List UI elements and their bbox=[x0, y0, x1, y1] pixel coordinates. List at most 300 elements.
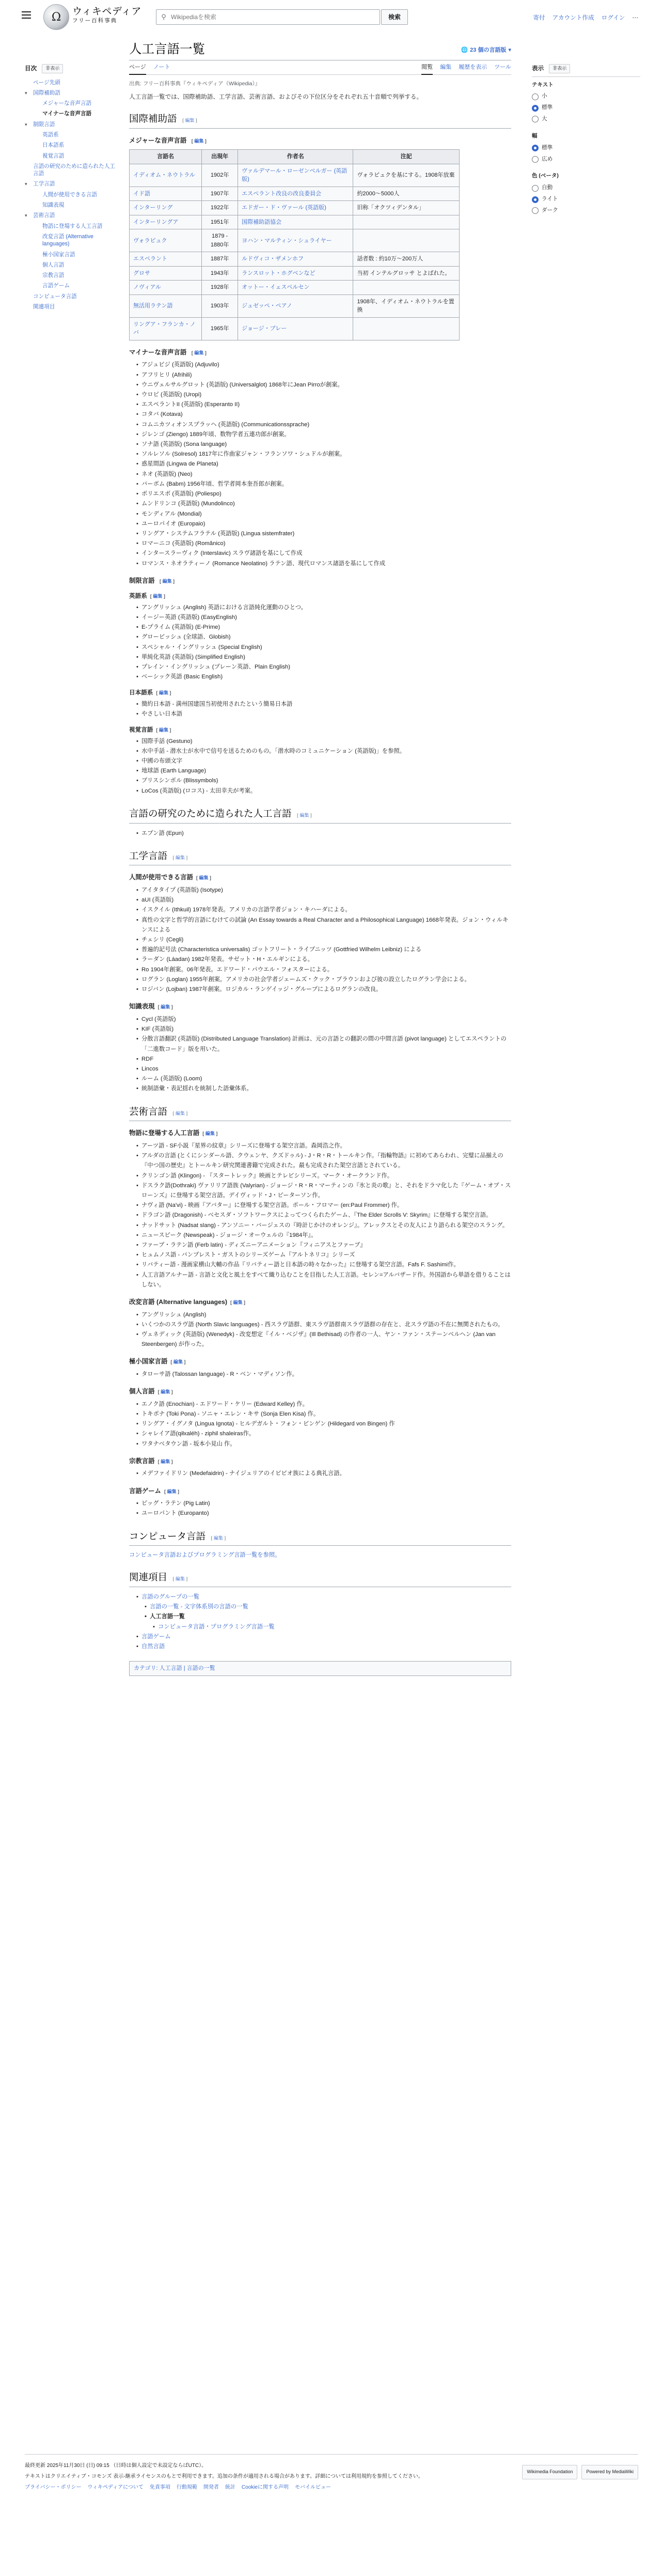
list-item[interactable]: • ソナ語 (英語版) (Sona language) bbox=[136, 440, 511, 449]
list-item[interactable]: • モンディアル (Mondial) bbox=[136, 509, 511, 519]
chevron-down-icon[interactable]: ▾ bbox=[25, 121, 27, 127]
toc-item-label: 極小国家言語 bbox=[42, 251, 75, 258]
toc-spacer bbox=[25, 163, 33, 178]
table-cell[interactable]: インターリングア bbox=[130, 215, 202, 229]
list-item[interactable]: • ドラゴン語 (Dragonish) - ベセスダ・ソフトワークスによってつくられたゲーム、『The Elder Scrolls V: Skyrim』に登場する架空言語。 bbox=[136, 1211, 511, 1220]
toc-item[interactable] bbox=[25, 161, 118, 179]
list-item[interactable]: • ルーム (英語版) (Loom) bbox=[136, 1074, 511, 1084]
list-item[interactable]: • アジュビジ (英語版) (Adjuvilo) bbox=[136, 360, 511, 370]
toc-item-label: 知識表現 bbox=[42, 202, 65, 209]
toc-spacer bbox=[25, 293, 33, 300]
edit-section-link[interactable]: [ 編集 ] bbox=[297, 812, 312, 818]
list-item[interactable]: • アルダの言語 (とくにシンダール語、クウェンヤ、クズドゥル) - J・R・R・トールキン作。『指輪物語』に初めてあらわれ、完璧に品揃えの『中つ国の歴史』とトールキン研究関連書籍で完成された。最も完成された架空言語とされている。 bbox=[136, 1151, 511, 1171]
toc-header bbox=[25, 64, 118, 73]
list-item[interactable]: • 中國の布頭文字 bbox=[136, 756, 511, 766]
table-cell[interactable]: ランスロット・ホグベンなど bbox=[238, 266, 353, 281]
tab-talk[interactable]: ノート bbox=[153, 64, 170, 71]
list-item[interactable]: • トキポナ (Toki Pona) - ソニャ・エレン・キサ (Sonja Elen Kisa) 作。 bbox=[136, 1409, 511, 1419]
toc-item[interactable] bbox=[25, 250, 118, 260]
list-item[interactable]: • アイタタイプ (英語版) (Isotype) bbox=[136, 886, 511, 895]
subsection-heading: 宗教言語 [ 編集 ] bbox=[129, 1457, 173, 1465]
toc-item-label: 改変言語 (Alternative languages) bbox=[42, 233, 93, 247]
table-cell[interactable]: グロサ bbox=[130, 266, 202, 281]
radio-icon[interactable] bbox=[532, 145, 539, 151]
table-row bbox=[130, 215, 460, 229]
table-row bbox=[130, 252, 460, 267]
list-item[interactable]: • ヴェネディック (英語版) (Wenedyk) - 改変想定『イル・ベジザ』(Ill Bethisad) の作者の一人、ヤン・ファン・ステーンベルヘン (Jan van Steenbergen) が作った。 bbox=[136, 1330, 511, 1349]
table-cell[interactable]: ジョージ・ブレー bbox=[238, 317, 353, 340]
radio-icon[interactable] bbox=[532, 105, 539, 112]
user-links bbox=[533, 13, 638, 22]
list-item[interactable]: • LoCos (英語版) (ロコス) - 太田幸夫が考案。 bbox=[136, 786, 511, 796]
related-item[interactable]: • 言語ゲーム bbox=[136, 1632, 511, 1642]
list-item[interactable]: • コタバ (Kotava) bbox=[136, 410, 511, 420]
radio-icon[interactable] bbox=[532, 156, 539, 163]
toc-item[interactable] bbox=[25, 302, 118, 312]
table-cell[interactable]: ヴァルデマール・ローゼンベルガー (英語版) bbox=[238, 164, 353, 187]
list-item[interactable]: • ファーブ・ラテン語 (Ferb latin) - ディズニーアニメーション『フィニアスとファーブ』 bbox=[136, 1240, 511, 1250]
wordmark[interactable] bbox=[72, 6, 141, 25]
toc-spacer bbox=[25, 303, 33, 311]
table-header: 注記 bbox=[353, 150, 460, 164]
list-item[interactable]: • ネオ (英語版) (Neo) bbox=[136, 470, 511, 479]
list-item[interactable]: • バーボム (Babm) 1956年頃、哲学者岡本奎吾郎が創案。 bbox=[136, 479, 511, 489]
list-item[interactable]: • グロービッシュ (全球語、Globish) bbox=[136, 632, 511, 642]
list-item[interactable]: • クリンゴン語 (Klingon) - 『スタートレック』映画とテレビシリーズ。マーク・オークランド作。 bbox=[136, 1171, 511, 1181]
toc-item[interactable] bbox=[25, 108, 118, 119]
radio-option[interactable] bbox=[532, 194, 640, 205]
toc-item-label: 物語に登場する人工言語 bbox=[42, 223, 103, 229]
list-item[interactable]: • ロマーニコ (英語版) (Românico) bbox=[136, 539, 511, 549]
page-tabs bbox=[129, 61, 511, 75]
table-cell[interactable]: ルドヴィコ・ザメンホフ bbox=[238, 252, 353, 267]
toc-item[interactable] bbox=[25, 270, 118, 281]
chevron-down-icon[interactable]: ▾ bbox=[25, 181, 27, 187]
human-list bbox=[136, 886, 511, 995]
table-cell[interactable]: ジュゼッペ・ペアノ bbox=[238, 294, 353, 317]
appearance-panel bbox=[532, 64, 640, 224]
login-link[interactable]: ログイン bbox=[601, 14, 625, 21]
list-item[interactable]: • インタースラーヴィク (Interslavic) スラヴ諸語を基にして作成 bbox=[136, 549, 511, 558]
list-item[interactable]: • チェシリ (Cegli) bbox=[136, 935, 511, 945]
list-item[interactable]: • ユーロパイオ (Europaio) bbox=[136, 519, 511, 529]
edit-section-link[interactable]: [ 編集 ] bbox=[172, 1576, 188, 1582]
mediawiki-badge[interactable]: Powered by MediaWiki bbox=[581, 2465, 638, 2479]
table-cell[interactable]: ヨハン・マルティン・シュライヤー bbox=[238, 229, 353, 252]
table-cell: 約2000〜5000人 bbox=[353, 187, 460, 201]
table-cell: 1902年 bbox=[202, 164, 238, 187]
edit-section-link[interactable]: [ 編集 ] bbox=[196, 875, 211, 881]
list-item[interactable]: • 統制語彙・表記揺れを統制した語彙体系。 bbox=[136, 1084, 511, 1094]
table-cell: 1903年 bbox=[202, 294, 238, 317]
toc-list bbox=[25, 77, 118, 313]
table-row bbox=[130, 281, 460, 295]
radio-icon[interactable] bbox=[532, 207, 539, 214]
footer-link[interactable]: Cookieに関する声明 bbox=[241, 2485, 289, 2490]
subsection-heading: 人間が使用できる言語 [ 編集 ] bbox=[129, 874, 211, 881]
section-heading: 工学言語 [ 編集 ] bbox=[129, 850, 511, 866]
footer-link[interactable]: 免責事項 bbox=[149, 2485, 170, 2490]
table-row bbox=[130, 201, 460, 215]
table-header: 言語名 bbox=[130, 150, 202, 164]
list-item[interactable]: • 普遍的記号法 (Characteristica universalis) ゴットフリート・ライプニッツ (Gottfried Wilhelm Leibniz) による bbox=[136, 945, 511, 955]
radio-label: 自動 bbox=[542, 184, 553, 191]
list-item[interactable]: • スペシャル・イングリッシュ (Special English) bbox=[136, 643, 511, 653]
table-cell: 1907年 bbox=[202, 187, 238, 201]
toc-item-label: コンピュータ言語 bbox=[33, 293, 77, 300]
language-button[interactable] bbox=[461, 46, 511, 55]
list-item[interactable]: • 地球語 (Earth Language) bbox=[136, 766, 511, 776]
radio-label: ダーク bbox=[542, 207, 558, 213]
list-item[interactable]: • ウニヴェルサルグロット (英語版) (Universalglot) 1868年にJean Pirroが創案。 bbox=[136, 380, 511, 390]
list-item[interactable]: • タローサ語 (Talossan language) - R・ベン・マディソン作。 bbox=[136, 1370, 511, 1379]
radio-icon[interactable] bbox=[532, 116, 539, 122]
list-item[interactable]: • ウロピ (英語版) (Uropi) bbox=[136, 390, 511, 400]
radio-option[interactable] bbox=[532, 114, 640, 125]
table-header: 作者名 bbox=[238, 150, 353, 164]
toc-item[interactable] bbox=[25, 140, 118, 150]
edit-section-link[interactable]: [ 編集 ] bbox=[191, 350, 207, 355]
radio-icon[interactable] bbox=[532, 94, 539, 100]
category-box bbox=[129, 1661, 511, 1676]
list-item[interactable]: • アーツ語 - SF小説『星界の紋章』シリーズに登場する架空言語。森岡浩之作。 bbox=[136, 1141, 511, 1151]
list-item[interactable]: • 人工言語アルナー語 - 言語と文化と風土をすべて織り込むことを目指した人工言語。セレン=アルバザード作。外国語から単語を借りることはしない。 bbox=[136, 1270, 511, 1290]
toc-spacer bbox=[34, 131, 42, 138]
edit-section-link[interactable]: [ 編集 ] bbox=[156, 727, 171, 733]
subsection-heading: マイナーな音声言語 [ 編集 ] bbox=[129, 348, 207, 356]
subsection-heading: 改変言語 (Alternative languages) [ 編集 ] bbox=[129, 1298, 246, 1306]
appearance-hide-button[interactable]: 非表示 bbox=[549, 64, 570, 73]
sub-subsection-heading: 英語系 [ 編集 ] bbox=[129, 593, 165, 600]
alt-list bbox=[136, 1310, 511, 1350]
list-item[interactable]: • リングア・イグノタ (Lingua Ignota) - ヒルデガルト・フォン・ビンゲン (Hildegard von Bingen) 作 bbox=[136, 1419, 511, 1429]
list-item[interactable]: • ロジバン (Lojban) 1987年創案。ロジカル・ランゲイッジ・グループによるログランの改良。 bbox=[136, 985, 511, 995]
toc-spacer bbox=[34, 152, 42, 160]
list-item[interactable]: • イージー英語 (英語版) (EasyEnglish) bbox=[136, 613, 511, 623]
toc-spacer bbox=[34, 191, 42, 198]
list-item[interactable]: • ユーロパント (Europanto) bbox=[136, 1509, 511, 1518]
edit-section-link[interactable]: [ 編集 ] bbox=[164, 1488, 179, 1494]
table-cell: 1922年 bbox=[202, 201, 238, 215]
subsection-heading: メジャーな音声言語 [ 編集 ] bbox=[129, 136, 207, 144]
category-links[interactable]: カテゴリ: 人工言語 | 言語の一覧 bbox=[134, 1665, 215, 1672]
tab-tools[interactable]: ツール bbox=[494, 64, 511, 71]
toc-spacer bbox=[34, 282, 42, 289]
toc-hide-button[interactable]: 非表示 bbox=[42, 64, 63, 73]
edit-section-link[interactable]: [ 編集 ] bbox=[191, 138, 207, 144]
list-item[interactable]: • イスクイル (Ithkuil) 1978年発表。アメリカの言語学者ジョン・キハーダによる。 bbox=[136, 905, 511, 915]
search-icon: ⚲ bbox=[161, 13, 166, 21]
tab-read[interactable]: 閲覧 bbox=[421, 61, 433, 75]
footer-link[interactable]: 統計 bbox=[225, 2485, 235, 2490]
donate-link[interactable]: 寄付 bbox=[533, 14, 545, 21]
edit-section-link[interactable]: [ 編集 ] bbox=[156, 690, 171, 696]
radio-label: ライト bbox=[542, 196, 558, 203]
subsection-heading: 制限言語 [ 編集 ] bbox=[129, 577, 175, 584]
list-item[interactable]: • ムンドリンコ (英語版) (Mundolinco) bbox=[136, 499, 511, 509]
footer-link[interactable]: ウィキペディアについて bbox=[87, 2485, 144, 2490]
toc-item[interactable] bbox=[25, 200, 118, 210]
radio-label: 大 bbox=[542, 116, 547, 122]
wikimedia-badge[interactable]: Wikimedia Foundation bbox=[522, 2465, 577, 2479]
list-item[interactable]: • 簡約日本語 - 満州国建国当初使用されたという簡易日本語 bbox=[136, 700, 511, 709]
edit-section-link[interactable]: [ 編集 ] bbox=[172, 855, 188, 860]
width-group bbox=[532, 132, 640, 165]
toc-item[interactable] bbox=[25, 190, 118, 200]
list-item[interactable]: • ピッグ・ラテン (Pig Latin) bbox=[136, 1499, 511, 1509]
list-item[interactable]: • アングリッシュ (Anglish) 英語における言語純化運動のひとつ。 bbox=[136, 603, 511, 613]
toc-spacer bbox=[34, 251, 42, 258]
table-cell: 1965年 bbox=[202, 317, 238, 340]
list-item[interactable]: • ブリスシンボル (Blissymbols) bbox=[136, 776, 511, 786]
related-item[interactable]: • 人工言語一覧 bbox=[145, 1612, 511, 1622]
table-cell[interactable]: インターリング bbox=[130, 201, 202, 215]
section-heading: 芸術言語 [ 編集 ] bbox=[129, 1106, 511, 1122]
list-item[interactable]: • ベーシック英語 (Basic English) bbox=[136, 672, 511, 682]
table-cell[interactable]: 無活用ラテン語 bbox=[130, 294, 202, 317]
toc-item[interactable] bbox=[25, 98, 118, 108]
list-item[interactable]: • 分散言語翻訳 (英語版) (Distributed Language Translation) 計画は、元の言語との翻訳の間の中間言語 (pivot language) としてエスペラントの「二進数コード」版を用いた。 bbox=[136, 1034, 511, 1054]
list-item[interactable]: • ジレンゴ (Ziengo) 1889年頃、数物学者五連功郎が創案。 bbox=[136, 430, 511, 440]
list-item[interactable]: • 単純化英語 (英語版) (Simplified English) bbox=[136, 653, 511, 662]
list-item[interactable]: • リングア・システムフラテル (英語版) (Lingua sistemfrater) bbox=[136, 529, 511, 539]
toc-spacer bbox=[34, 201, 42, 209]
edit-section-link[interactable]: [ 編集 ] bbox=[202, 1131, 218, 1137]
list-item[interactable]: • ナッドサット (Nadsat slang) - アンソニー・バージェスの『時計じかけのオレンジ』。アレックスとその友人により語られる架空のスラング。 bbox=[136, 1221, 511, 1231]
radio-option[interactable] bbox=[532, 143, 640, 154]
list-item[interactable]: • ソルレソル (Solresol) 1817年に作曲家ジャン・フランソワ・シュドルが創案。 bbox=[136, 449, 511, 459]
radio-label: 小 bbox=[542, 93, 547, 100]
table-cell bbox=[353, 229, 460, 252]
radio-option[interactable] bbox=[532, 154, 640, 165]
japanese-list bbox=[136, 700, 511, 719]
edit-section-link[interactable]: [ 編集 ] bbox=[150, 594, 165, 599]
edit-section-link[interactable]: [ 編集 ] bbox=[172, 1110, 188, 1116]
more-options-icon[interactable]: ⋯ bbox=[632, 14, 638, 21]
list-item[interactable]: • リバティー語 - 漫画家横山大輔の作品『リバティー語と日本語の時々なかった』に登場する架空言語。Fafs F. Sashimi作。 bbox=[136, 1260, 511, 1270]
toc-item-label: 言語ゲーム bbox=[42, 283, 70, 289]
table-cell[interactable]: イディオム・ネウトラル bbox=[130, 164, 202, 187]
list-item[interactable]: • エノク語 (Enochian) - エドワード・ケリー (Edward Kelley) 作。 bbox=[136, 1400, 511, 1409]
edit-section-link[interactable]: [ 編集 ] bbox=[182, 117, 197, 123]
list-item[interactable]: • ラーダン (Láadan) 1982年発表。サゼット・H・エルギンによる。 bbox=[136, 955, 511, 965]
text-size-label: テキスト bbox=[532, 81, 554, 88]
list-item[interactable]: • やさしい日本語 bbox=[136, 709, 511, 719]
footer bbox=[25, 2454, 638, 2491]
table-cell[interactable]: ノヴィアル bbox=[130, 281, 202, 295]
edit-section-link[interactable]: [ 編集 ] bbox=[170, 1359, 186, 1365]
edit-section-link[interactable]: [ 編集 ] bbox=[157, 1458, 173, 1464]
table-of-contents bbox=[25, 64, 118, 312]
source-note: 出典: フリー百科事典『ウィキペディア（Wikipedia）』 bbox=[129, 80, 261, 87]
list-item[interactable]: • ナヴィ語 (Na'vi) - 映画『アバター』に登場する架空言語。ポール・フロマー (en:Paul Frommer) 作。 bbox=[136, 1201, 511, 1211]
language-button-label: 23 個の言語版 bbox=[470, 47, 507, 54]
section-heading: 関連項目 [ 編集 ] bbox=[129, 1571, 511, 1587]
list-item[interactable]: • アフリヒリ (Afrihili) bbox=[136, 370, 511, 380]
color-group bbox=[532, 172, 640, 216]
list-item[interactable]: • ニュースピーク (Newspeak) - ジョージ・オーウェルの『1984年』。 bbox=[136, 1231, 511, 1240]
wikipedia-logo-icon[interactable]: Ω bbox=[43, 4, 69, 30]
main-menu-icon[interactable] bbox=[22, 11, 31, 19]
knowledge-list bbox=[136, 1015, 511, 1094]
table-cell: 1943年 bbox=[202, 266, 238, 281]
toc-item[interactable] bbox=[25, 291, 118, 302]
toc-item-label: メジャーな音声言語 bbox=[42, 100, 92, 107]
toc-spacer bbox=[34, 261, 42, 269]
edit-section-link[interactable]: [ 編集 ] bbox=[211, 1535, 226, 1541]
toc-item-label: マイナーな音声言語 bbox=[42, 111, 92, 117]
footer-link[interactable]: プライバシー・ポリシー bbox=[25, 2485, 82, 2490]
related-item[interactable]: • 言語のグループの一覧 bbox=[136, 1592, 511, 1602]
table-cell[interactable]: ヴォラピュク bbox=[130, 229, 202, 252]
footer-links bbox=[25, 2484, 638, 2491]
list-item[interactable]: • 惑星間語 (Lingwa de Planeta) bbox=[136, 459, 511, 469]
toc-spacer bbox=[34, 233, 42, 248]
table-cell: 1928年 bbox=[202, 281, 238, 295]
table-cell[interactable]: エスペラント改良の改良委員会 bbox=[238, 187, 353, 201]
edit-section-link[interactable]: [ 編集 ] bbox=[157, 1004, 173, 1010]
width-label: 幅 bbox=[532, 132, 538, 139]
toc-item[interactable] bbox=[25, 231, 118, 250]
footer-link[interactable]: 行動規範 bbox=[176, 2485, 197, 2490]
list-item[interactable]: • Cycl (英語版) bbox=[136, 1015, 511, 1025]
toc-item[interactable] bbox=[25, 210, 118, 221]
list-item[interactable]: • Lincos bbox=[136, 1064, 511, 1074]
toc-spacer bbox=[34, 272, 42, 279]
list-item[interactable]: • KIF (英語版) bbox=[136, 1025, 511, 1034]
toc-title: 目次 bbox=[25, 65, 37, 72]
table-cell: ヴォラピュクを基にする。1908年放棄 bbox=[353, 164, 460, 187]
related-item[interactable]: • コンピュータ言語・プログラミング言語一覧 bbox=[153, 1622, 511, 1632]
radio-option[interactable] bbox=[532, 91, 640, 102]
table-cell[interactable]: イド語 bbox=[130, 187, 202, 201]
english-list bbox=[136, 603, 511, 682]
radio-label: 標準 bbox=[542, 104, 553, 111]
list-item[interactable]: • ロマンス・ネオラティーノ (Romance Neolatino) ラテン語、現代ロマンス諸語を基にして作成 bbox=[136, 559, 511, 569]
edit-section-link[interactable]: [ 編集 ] bbox=[160, 578, 175, 584]
sub-subsection-heading: 日本語系 [ 編集 ] bbox=[129, 689, 171, 696]
edit-section-link[interactable]: [ 編集 ] bbox=[230, 1299, 246, 1305]
toc-item[interactable] bbox=[25, 260, 118, 270]
search-button[interactable]: 検索 bbox=[381, 9, 408, 25]
appearance-header bbox=[532, 64, 640, 77]
list-item[interactable]: • ログラン (Loglan) 1955年創案。アメリカの社会学者ジェームズ・クック・ブラウンおよび彼の設立したログラン学会による。 bbox=[136, 975, 511, 985]
appearance-title: 表示 bbox=[532, 65, 544, 72]
list-item[interactable]: • シャレイア語(qiłxaléh) - ziphil shaleiras作。 bbox=[136, 1429, 511, 1439]
table-cell[interactable]: リングア・フランカ・ノバ bbox=[130, 317, 202, 340]
toc-item[interactable] bbox=[25, 281, 118, 291]
list-item[interactable]: • ヒュムノス語 - バンプレスト・ガストのシリーズゲーム『アルトネリコ』シリーズ bbox=[136, 1250, 511, 1260]
toc-item[interactable] bbox=[25, 88, 118, 98]
personal-list bbox=[136, 1400, 511, 1449]
related-item[interactable]: • 自然言語 bbox=[136, 1642, 511, 1652]
table-cell: 1908年、イディオム・ネウトラルを置換 bbox=[353, 294, 460, 317]
radio-option[interactable] bbox=[532, 182, 640, 194]
footer-link[interactable]: 開発者 bbox=[203, 2485, 219, 2490]
toc-spacer bbox=[34, 223, 42, 230]
list-item[interactable]: • メデファイドリン (Medefaidrin) - ナイジェリアのイビビオ族による典礼言語。 bbox=[136, 1469, 511, 1479]
list-item[interactable]: • ワタナベタウン語 - 坂本小見山 作。 bbox=[136, 1439, 511, 1449]
table-cell[interactable]: エドガー・ド・ヴァール (英語版) bbox=[238, 201, 353, 215]
list-item[interactable]: • アングリッシュ (Anglish) bbox=[136, 1310, 511, 1320]
table-row bbox=[130, 229, 460, 252]
sub-subsection-heading: 視覚言語 [ 編集 ] bbox=[129, 726, 171, 734]
list-item[interactable]: • aUI (英語版) bbox=[136, 895, 511, 905]
last-edited: 最終更新 2025年11月30日 (日) 09:15 （日時は個人設定で未設定ならばUTC）。 bbox=[25, 2463, 207, 2469]
edit-section-link[interactable]: [ 編集 ] bbox=[157, 1389, 173, 1395]
subsection-heading: 物語に登場する人工言語 [ 編集 ] bbox=[129, 1129, 218, 1137]
list-item[interactable]: • 水中手話 - 潜水士が水中で信号を送るためのもの。「潜水時のコミュニケーション (英語版)」を参照。 bbox=[136, 747, 511, 756]
radio-label: 標準 bbox=[542, 144, 553, 151]
toc-item-label: 国際補助語 bbox=[33, 89, 60, 96]
list-item[interactable]: • E-プライム (英語版) (E-Prime) bbox=[136, 623, 511, 632]
toc-item[interactable] bbox=[25, 179, 118, 189]
table-cell[interactable]: オットー・イェスペルセン bbox=[238, 281, 353, 295]
list-item[interactable]: • 国際手話 (Gestuno) bbox=[136, 737, 511, 747]
list-item[interactable]: • Ro 1904年創案。06年発表。エドワード・パウエル・フォスターによる。 bbox=[136, 965, 511, 975]
subsection-heading: 言語ゲーム [ 編集 ] bbox=[129, 1487, 179, 1495]
toc-item[interactable] bbox=[25, 130, 118, 140]
list-item[interactable]: • ポリエスポ (英語版) (Poliespo) bbox=[136, 489, 511, 499]
list-item[interactable]: • エプン語 (Epun) bbox=[136, 829, 511, 839]
tab-edit[interactable]: 編集 bbox=[440, 64, 452, 71]
radio-icon[interactable] bbox=[532, 185, 539, 192]
toc-item[interactable] bbox=[25, 119, 118, 130]
footer-link[interactable]: モバイルビュー bbox=[295, 2485, 332, 2490]
table-cell[interactable]: エスペラント bbox=[130, 252, 202, 267]
chevron-down-icon[interactable]: ▾ bbox=[25, 213, 27, 219]
section-heading bbox=[129, 113, 511, 129]
toc-item[interactable] bbox=[25, 151, 118, 161]
list-item[interactable]: • いくつかのスラヴ語 (North Slavic languages) - 西スラヴ語群、東スラヴ語群南スラヴ語群の存在と、北スラヴ語の不在に無関されたもの。 bbox=[136, 1320, 511, 1330]
radio-icon[interactable] bbox=[532, 196, 539, 203]
tab-history[interactable]: 履歴を表示 bbox=[459, 64, 487, 71]
tab-page[interactable]: ページ bbox=[129, 61, 146, 75]
search-input[interactable] bbox=[171, 13, 380, 21]
toc-item[interactable] bbox=[25, 77, 118, 88]
list-item[interactable]: • 真性の文字と哲学的言語にむけての試論 (An Essay towards a Real Character and a Philosophical Language) 1668年発表。ジョン・ウィルキンスによる bbox=[136, 915, 511, 935]
toc-item-label: 言語の研究のために造られた人工言語 bbox=[33, 163, 115, 177]
list-item[interactable]: • RDF bbox=[136, 1054, 511, 1064]
language-icon: 🌐 bbox=[461, 47, 468, 54]
wordmark-subtitle: フリー百科事典 bbox=[72, 17, 118, 24]
table-cell bbox=[353, 281, 460, 295]
table-cell bbox=[353, 317, 460, 340]
radio-option[interactable] bbox=[532, 102, 640, 114]
list-item[interactable]: • コムニカツィオンスプラッヘ (英語版) (Communicationssprache) bbox=[136, 420, 511, 430]
page-title: 人工言語一覧 bbox=[129, 42, 205, 56]
related-item[interactable]: • 言語の一覧 - 文字体系別の言語の一覧 bbox=[145, 1602, 511, 1612]
list-item[interactable]: • プレイン・イングリッシュ (プレーン英語、Plain English) bbox=[136, 662, 511, 672]
create-account-link[interactable]: アカウント作成 bbox=[552, 14, 594, 21]
color-label: 色 (ベータ) bbox=[532, 173, 559, 179]
chevron-down-icon[interactable]: ▾ bbox=[25, 90, 27, 96]
table-cell[interactable]: 国際補助語協会 bbox=[238, 215, 353, 229]
table-row bbox=[130, 294, 460, 317]
computer-languages-text[interactable]: コンピュータ言語およびプログラミング言語一覧を参照。 bbox=[129, 1552, 281, 1559]
toc-item[interactable] bbox=[25, 221, 118, 231]
list-item[interactable]: • ドスラク語(Dothraki) ヴァリリア語族 (Valyrian) - ジョージ・R・R・マーティンの『氷と炎の歌』と、それをドラマ化した『ゲーム・オブ・スローンズ』に登場する架空言語。デイヴィッド・J・ピーターソン作。 bbox=[136, 1181, 511, 1201]
section-heading: 言語の研究のために造られた人工言語 [ 編集 ] bbox=[129, 808, 511, 824]
list-item[interactable]: • エスペラントII (英語版) (Esperanto II) bbox=[136, 400, 511, 410]
subsection-heading: 個人言語 [ 編集 ] bbox=[129, 1388, 173, 1395]
radio-option[interactable] bbox=[532, 205, 640, 216]
major-languages-table bbox=[129, 149, 460, 340]
site-header bbox=[0, 0, 663, 34]
micro-list bbox=[136, 1370, 511, 1379]
related-list bbox=[129, 1592, 511, 1652]
lead-paragraph: 人工言語一覧では、国際補助語、工学言語、芸術言語、およびその下位区分をそれぞれ五十音順で列挙する。 bbox=[129, 93, 423, 100]
